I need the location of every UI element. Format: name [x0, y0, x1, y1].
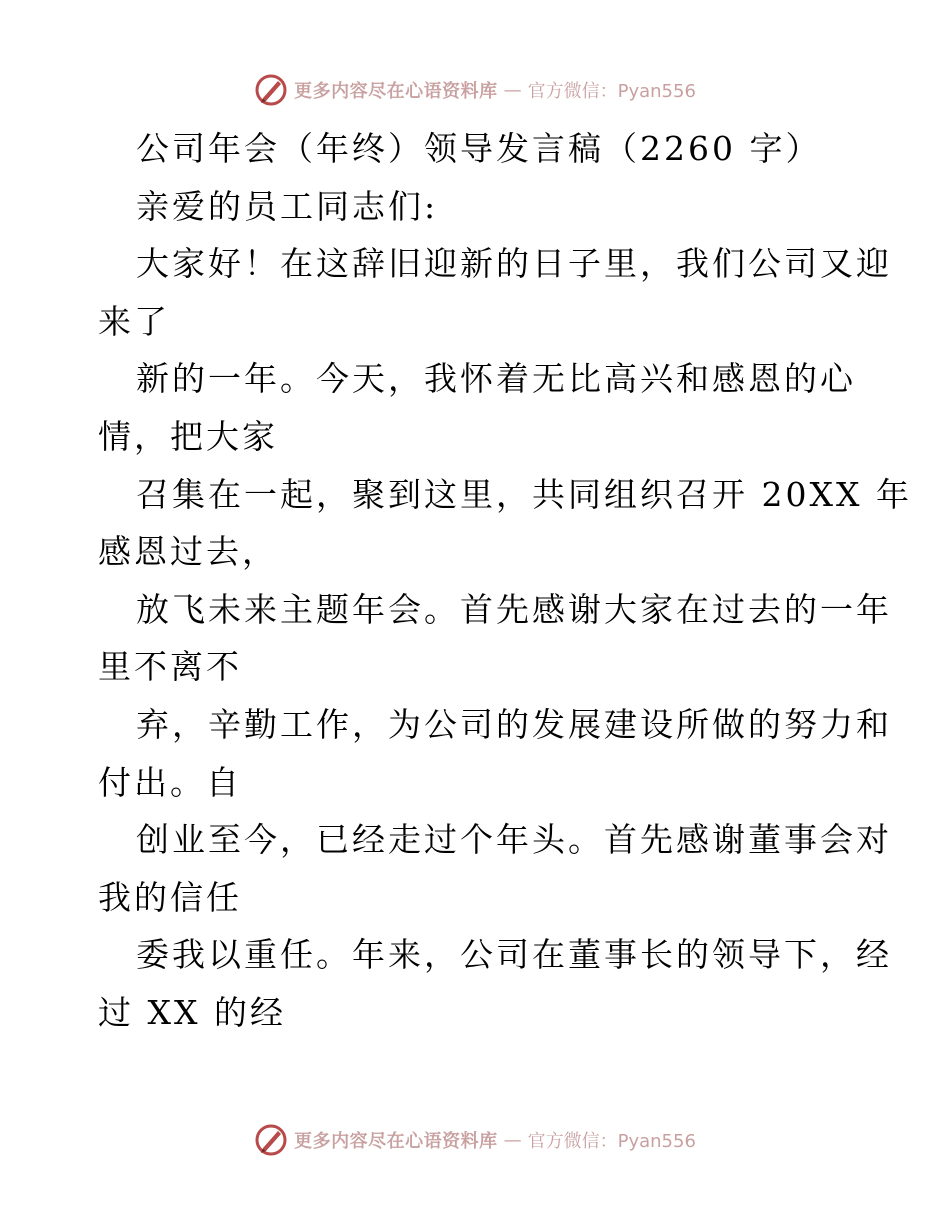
text-line: 大家好！在这辞旧迎新的日子里，我们公司又迎	[136, 244, 892, 284]
text-line: 里不离不	[98, 647, 242, 687]
text-line: 过 XX 的经	[98, 992, 286, 1032]
text-line: 情，把大家	[98, 416, 278, 456]
watermark-separator: —	[503, 79, 522, 101]
pen-logo-icon	[254, 73, 288, 107]
text-line: 召集在一起，聚到这里，共同组织召开 20XX 年	[136, 474, 912, 514]
footer-watermark-banner	[0, 1120, 950, 1160]
watermark-separator: —	[503, 1129, 522, 1151]
text-line: 放飞未来主题年会。首先感谢大家在过去的一年	[136, 589, 892, 629]
text-line: 来了	[98, 301, 170, 341]
document-title: 公司年会（年终）领导发言稿（2260 字）	[136, 129, 822, 168]
text-line: 委我以重任。年来，公司在董事长的领导下，经	[136, 935, 892, 975]
watermark-brand-text: 更多内容尽在心语资料库	[294, 81, 498, 102]
text-line: 创业至今，已经走过个年头。首先感谢董事会对	[136, 820, 892, 860]
header-watermark-banner	[0, 70, 950, 110]
document-greeting: 亲爱的员工同志们:	[136, 186, 439, 226]
text-line: 弃，辛勤工作，为公司的发展建设所做的努力和	[136, 704, 892, 744]
text-line: 新的一年。今天，我怀着无比高兴和感恩的心	[136, 359, 856, 399]
pen-logo-icon	[254, 1123, 288, 1157]
text-line: 感恩过去，	[98, 532, 278, 572]
document-body	[98, 120, 912, 1042]
watermark-wechat-text: 官方微信：Pyan556	[527, 81, 696, 102]
text-line: 我的信任	[98, 877, 242, 917]
text-line: 付出。自	[98, 762, 242, 802]
watermark-brand-text: 更多内容尽在心语资料库	[294, 1131, 498, 1152]
watermark-wechat-text: 官方微信：Pyan556	[527, 1131, 696, 1152]
